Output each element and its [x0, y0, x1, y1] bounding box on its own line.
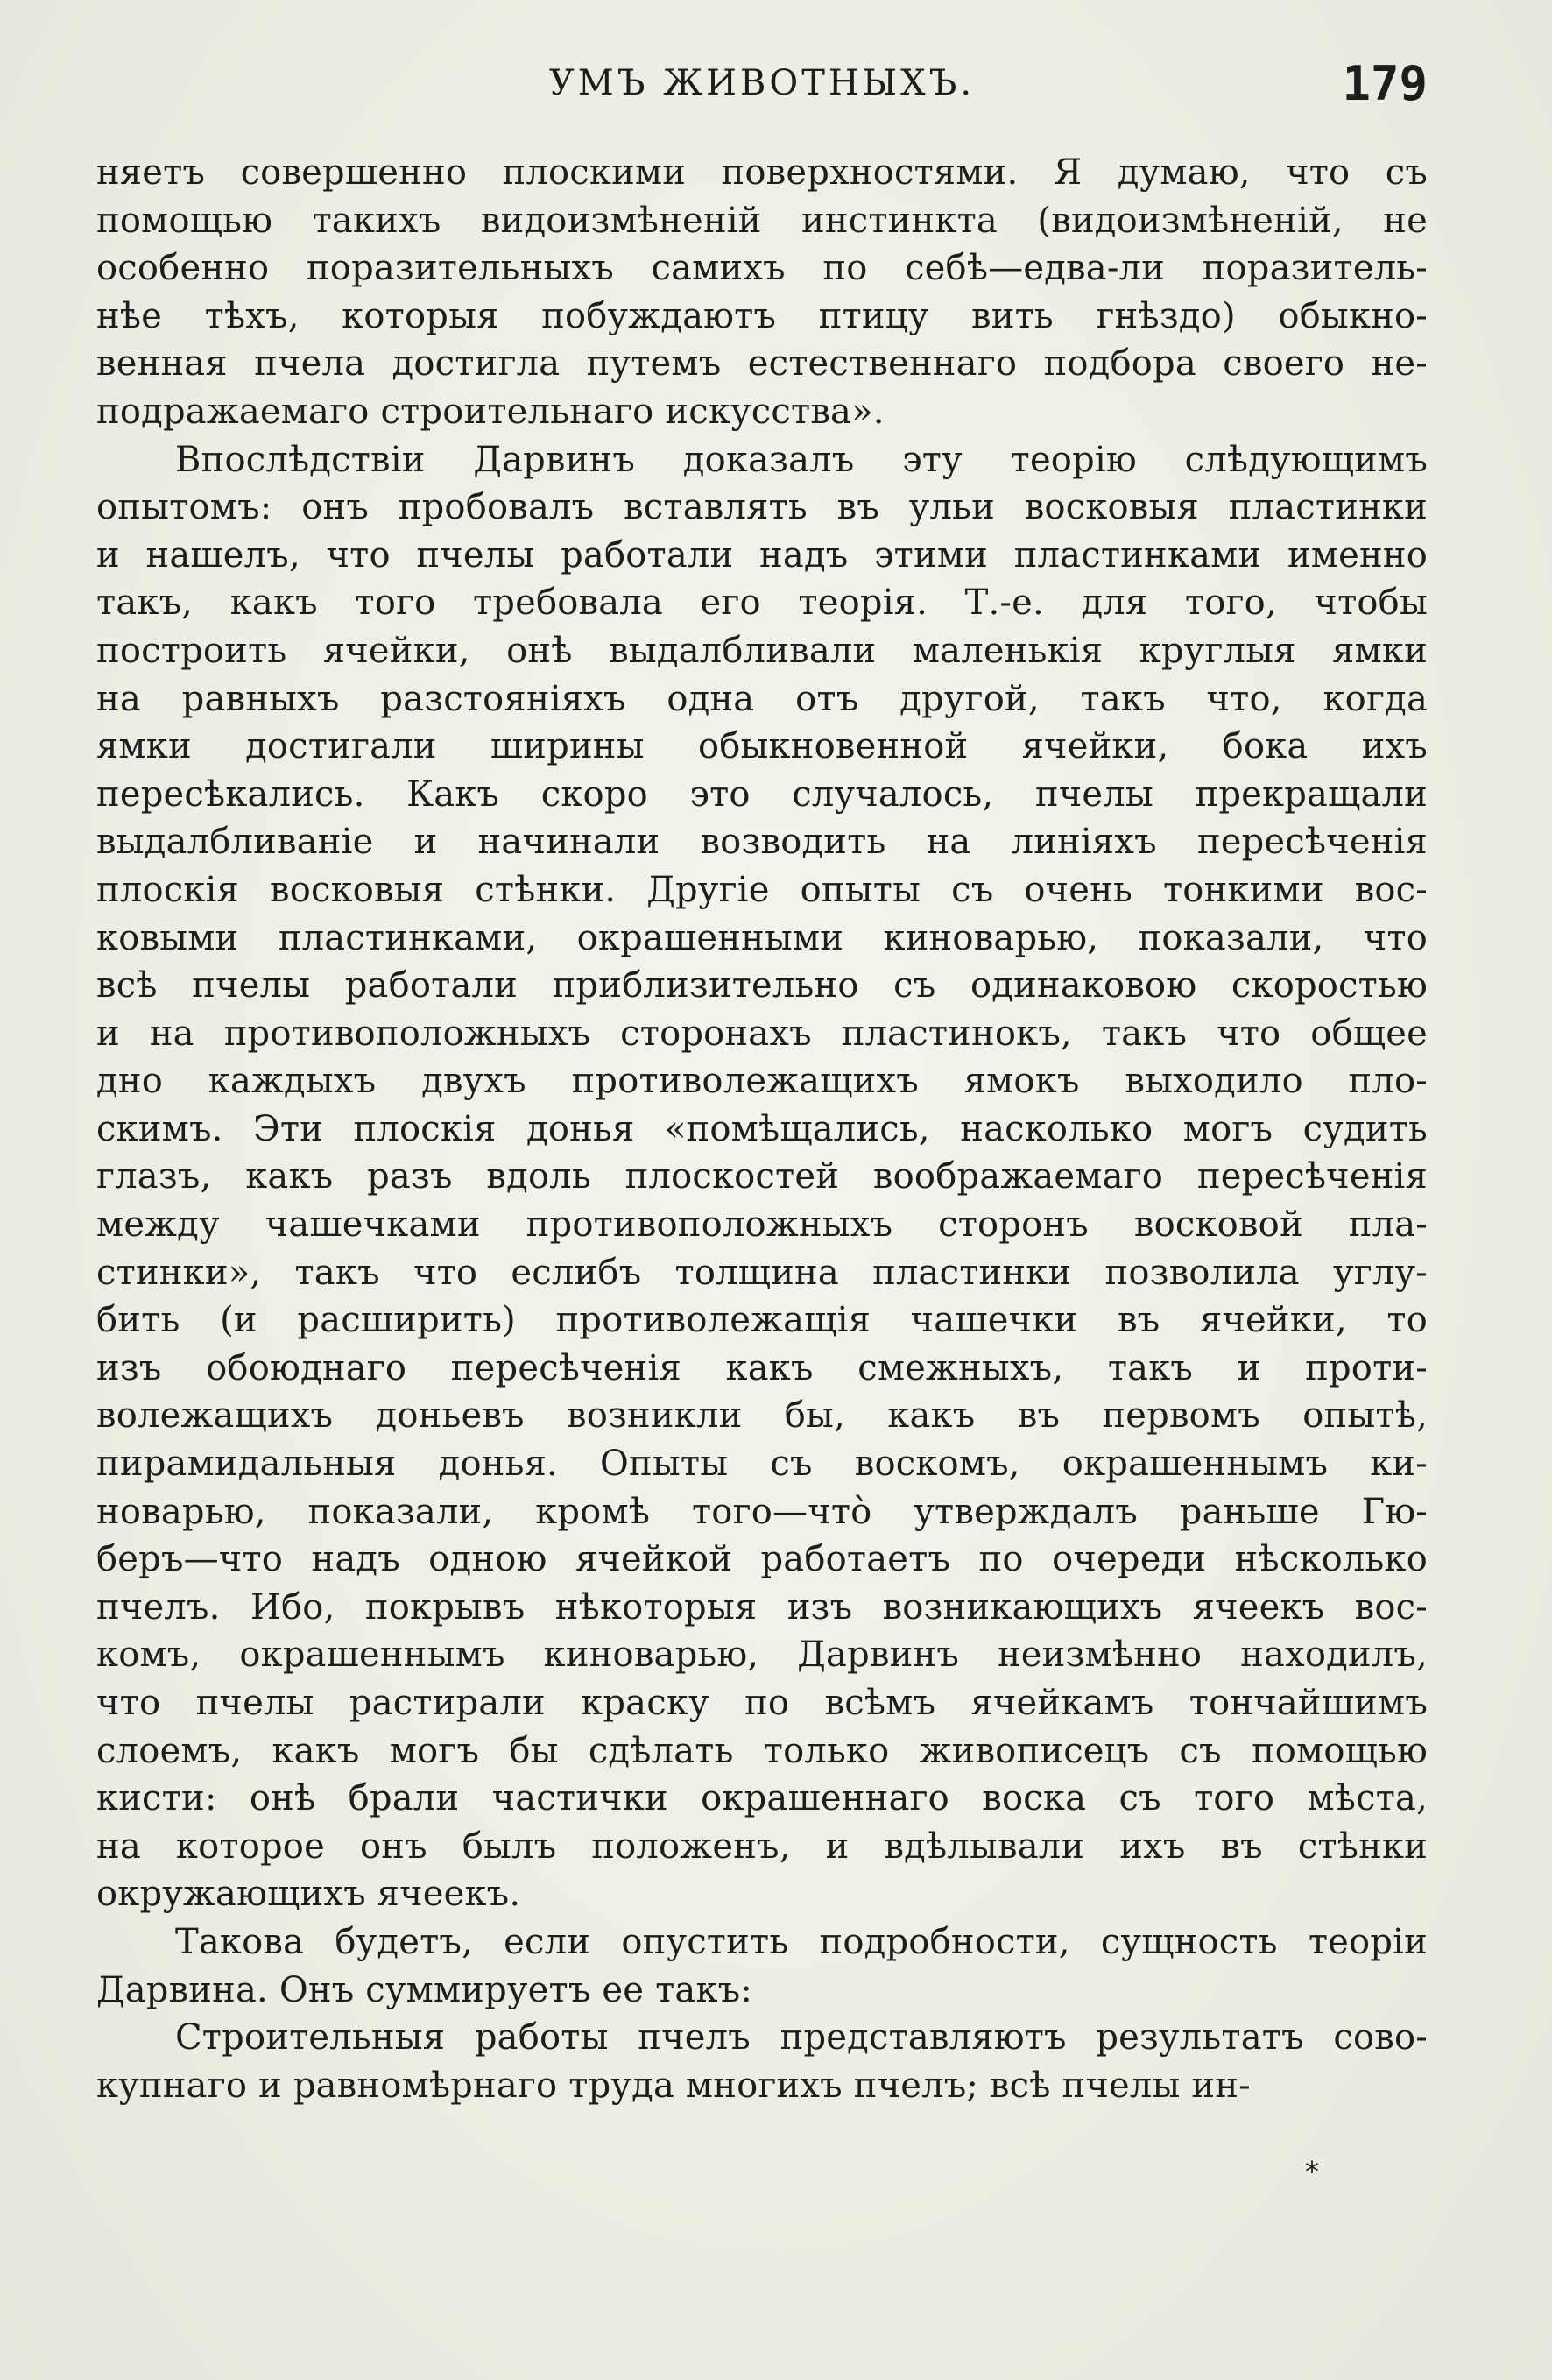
text-line: и на противоположныхъ сторонахъ пластинокъ, такъ что общее [96, 1013, 1428, 1054]
text-line: беръ—что надъ одною ячейкой работаетъ по очереди нѣсколько [96, 1539, 1428, 1580]
page-header [96, 56, 1428, 117]
text-line: помощью такихъ видоизмѣненій инстинкта (видоизмѣненій, не [96, 200, 1428, 241]
running-title: УМЪ ЖИВОТНЫХЪ. [548, 63, 976, 103]
text-line: и нашелъ, что пчелы работали надъ этими пластинками именно [96, 534, 1428, 576]
text-line: выдалбливаніе и начинали возводить на линіяхъ пересѣченія [96, 822, 1428, 863]
text-line: бить (и расширить) противолежащія чашечки въ ячейки, то [96, 1300, 1428, 1341]
text-line: плоскія восковыя стѣнки. Другіе опыты съ очень тонкими вос- [96, 869, 1428, 910]
text-line: Такова будетъ, если опустить подробности, сущность теоріи [175, 1921, 1428, 1962]
text-line: такъ, какъ того требовала его теорія. Т.-е. для того, чтобы [96, 583, 1428, 624]
text-line: купнаго и равномѣрнаго труда многихъ пчелъ; всѣ пчелы ин- [96, 2065, 1251, 2106]
text-line: Впослѣдствіи Дарвинъ доказалъ эту теорію слѣдующимъ [175, 439, 1428, 480]
text-line: окружающихъ ячеекъ. [96, 1874, 521, 1915]
footnote-mark: * [1305, 2155, 1319, 2188]
text-line: между чашечками противоположныхъ сторонъ восковой пла- [96, 1204, 1428, 1246]
text-line: особенно поразительныхъ самихъ по себѣ—едва-ли поразитель- [96, 248, 1428, 289]
text-line: венная пчела достигла путемъ естественнаго подбора своего не- [96, 343, 1428, 385]
paragraph [96, 1918, 1428, 2014]
text-line: нѣе тѣхъ, которыя побуждаютъ птицу вить гнѣздо) обыкно- [96, 295, 1428, 336]
text-line: ковыми пластинками, окрашенными киноварью, показали, что [96, 917, 1428, 958]
text-line: всѣ пчелы работали приблизительно съ одинаковою скоростью [96, 965, 1428, 1006]
text-line: Дарвина. Онъ суммируетъ ее такъ: [96, 1969, 752, 2010]
text-line: опытомъ: онъ пробовалъ вставлять въ ульи восковыя пластинки [96, 487, 1428, 528]
text-line: изъ обоюднаго пересѣченія какъ смежныхъ, такъ и проти- [96, 1347, 1428, 1388]
text-line: пересѣкались. Какъ скоро это случалось, пчелы прекращали [96, 773, 1428, 815]
text-line: дно каждыхъ двухъ противолежащихъ ямокъ выходило пло- [96, 1061, 1428, 1102]
paragraph [96, 436, 1428, 1918]
text-line: няетъ совершенно плоскими поверхностями. Я думаю, что съ [96, 152, 1428, 193]
text-line: пирамидальныя донья. Опыты съ воскомъ, окрашеннымъ ки- [96, 1444, 1428, 1485]
text-line: ямки достигали ширины обыкновенной ячейки, бока ихъ [96, 726, 1428, 767]
page-number: 179 [1342, 56, 1428, 111]
text-line: комъ, окрашеннымъ киноварью, Дарвинъ неизмѣнно находилъ, [96, 1635, 1428, 1676]
text-line: построить ячейки, онѣ выдалбливали маленькія круглыя ямки [96, 630, 1428, 671]
text-line: стинки», такъ что еслибъ толщина пластинки позволила углу- [96, 1252, 1428, 1293]
text-line: подражаемаго строительнаго искусства». [96, 391, 885, 432]
text-line: новарью, показали, кромѣ того—что̀ утверждалъ раньше Гю- [96, 1491, 1428, 1532]
text-line: кисти: онѣ брали частички окрашеннаго воска съ того мѣста, [96, 1778, 1428, 1819]
paragraph [96, 2014, 1428, 2109]
text-line: волежащихъ доньевъ возникли бы, какъ въ первомъ опытѣ, [96, 1395, 1428, 1437]
text-line: скимъ. Эти плоскія донья «помѣщались, насколько могъ судить [96, 1108, 1428, 1149]
text-line: на которое онъ былъ положенъ, и вдѣлывали ихъ въ стѣнки [96, 1826, 1428, 1867]
paragraph [96, 149, 1428, 436]
text-line: глазъ, какъ разъ вдоль плоскостей воображаемаго пересѣченія [96, 1156, 1428, 1197]
text-line: на равныхъ разстояніяхъ одна отъ другой, такъ что, когда [96, 678, 1428, 719]
text-line: Строительныя работы пчелъ представляютъ результатъ сово- [175, 2017, 1428, 2059]
text-line: слоемъ, какъ могъ бы сдѣлать только живописецъ съ помощью [96, 1730, 1428, 1771]
body-text [96, 149, 1428, 2109]
text-line: что пчелы растирали краску по всѣмъ ячейкамъ тончайшимъ [96, 1683, 1428, 1723]
text-line: пчелъ. Ибо, покрывъ нѣкоторыя изъ возникающихъ ячеекъ вос- [96, 1586, 1428, 1628]
